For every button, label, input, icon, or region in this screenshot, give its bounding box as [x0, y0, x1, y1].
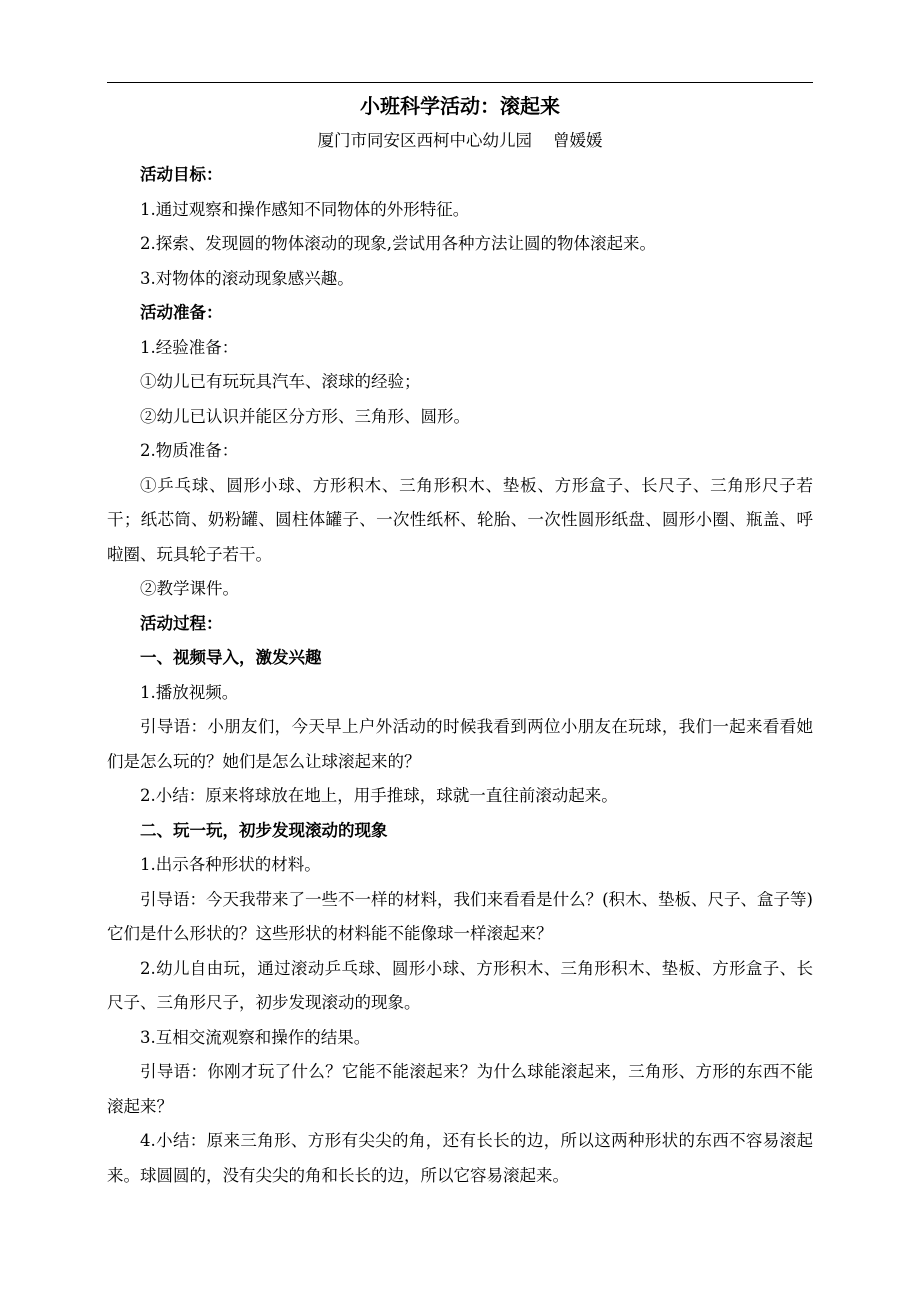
document-page: [107, 88, 813, 1193]
body-paragraph: 2.幼儿自由玩，通过滚动乒乓球、圆形小球、方形积木、三角形积木、垫板、方形盒子、长尺子、三角形尺子，初步发现滚动的现象。: [107, 958, 813, 1012]
document-body: [107, 158, 813, 1193]
body-paragraph: ①乒乓球、圆形小球、方形积木、三角形积木、垫板、方形盒子、长尺子、三角形尺子若干；纸芯筒、奶粉罐、圆柱体罐子、一次性纸杯、轮胎、一次性圆形纸盘、圆形小圈、瓶盖、呼啦圈、玩具轮子若干。: [107, 475, 813, 564]
body-paragraph: ②幼儿已认识并能区分方形、三角形、圆形。: [140, 406, 470, 426]
body-paragraph: 引导语：你刚才玩了什么？它能不能滚起来？为什么球能滚起来，三角形、方形的东西不能滚起来？: [107, 1062, 813, 1116]
body-paragraph: 引导语：小朋友们，今天早上户外活动的时候我看到两位小朋友在玩球，我们一起来看看她们是怎么玩的？她们是怎么让球滚起来的？: [107, 717, 813, 771]
section-heading: 活动过程：: [140, 613, 223, 633]
body-paragraph: 1.播放视频。: [140, 682, 239, 702]
body-paragraph: 3.对物体的滚动现象感兴趣。: [140, 268, 354, 288]
body-paragraph: 引导语：今天我带来了一些不一样的材料，我们来看看是什么？(积木、垫板、尺子、盒子等)它们是什么形状的？这些形状的材料能不能像球一样滚起来？: [107, 889, 813, 943]
section-heading: 活动准备：: [140, 303, 223, 322]
header-rule: [107, 82, 813, 83]
author-line: 厦门市同安区西柯中心幼儿园 曾媛媛: [317, 131, 603, 150]
section-heading: 活动目标：: [140, 165, 223, 184]
body-paragraph: 3.互相交流观察和操作的结果。: [140, 1027, 371, 1047]
document-title: 小班科学活动：滚起来: [360, 94, 560, 118]
section-heading: 一、视频导入，激发兴趣: [140, 648, 322, 667]
body-paragraph: ②教学课件。: [140, 579, 239, 598]
body-paragraph: 1.经验准备：: [140, 337, 239, 357]
section-heading: 二、玩一玩，初步发现滚动的现象: [140, 820, 388, 840]
body-paragraph: 2.探索、发现圆的物体滚动的现象,尝试用各种方法让圆的物体滚起来。: [140, 234, 656, 253]
body-paragraph: 2.物质准备：: [140, 441, 239, 460]
body-paragraph: 4.小结：原来三角形、方形有尖尖的角，还有长长的边，所以这两种形状的东西不容易滚起来。球圆圆的，没有尖尖的角和长长的边，所以它容易滚起来。: [107, 1131, 813, 1185]
body-paragraph: 2.小结：原来将球放在地上，用手推球，球就一直往前滚动起来。: [140, 786, 618, 805]
body-paragraph: 1.通过观察和操作感知不同物体的外形特征。: [140, 199, 470, 219]
body-paragraph: 1.出示各种形状的材料。: [140, 855, 321, 874]
body-paragraph: ①幼儿已有玩玩具汽车、滚球的经验；: [140, 372, 421, 391]
